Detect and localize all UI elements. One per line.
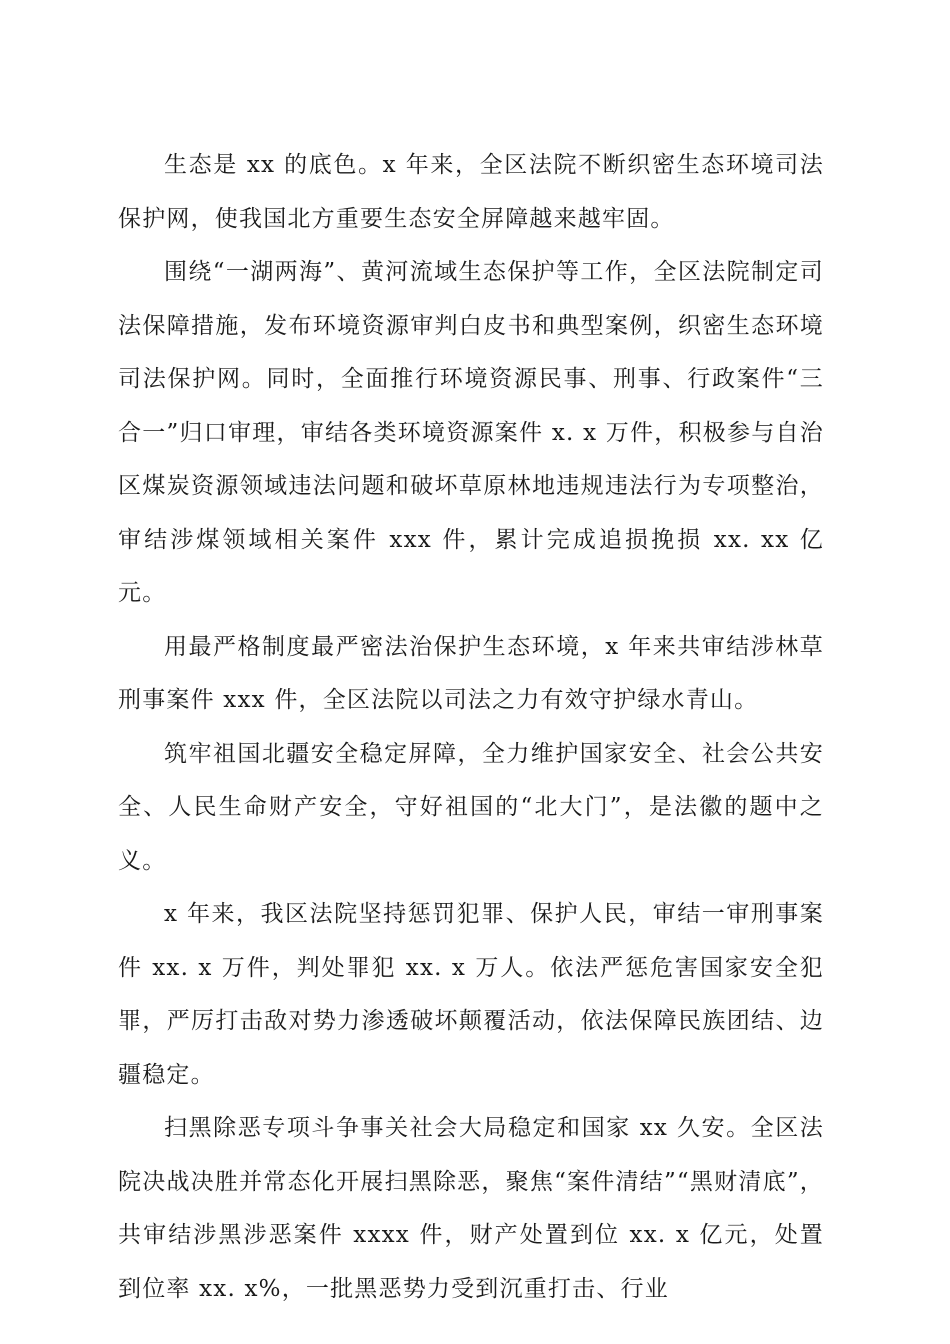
paragraph-ecology-measures: 围绕“一湖两海”、黄河流域生态保护等工作，全区法院制定司法保障措施，发布环境资源审判白皮书和典型案例，织密生态环境司法保护网。同时，全面推行环境资源民事、刑事、行政案件“三合一”归口审理，审结各类环境资源案件 x. x 万件，积极参与自治区煤炭资源领域违法问题和破坏草原林地违规违法行为专项整治，审结涉煤领域相关案件 xxx 件，累计完成追损挽损 xx. xx 亿元。 xyxy=(118,259,824,606)
paragraph-ecology-intro: 生态是 xx 的底色。x 年来，全区法院不断织密生态环境司法保护网，使我国北方重要生态安全屏障越来越牢固。 xyxy=(118,152,824,232)
paragraph-anti-gang: 扫黑除恶专项斗争事关社会大局稳定和国家 xx 久安。全区法院决战决胜并常态化开展扫黑除恶，聚焦“案件清结”“黑财清底”，共审结涉黑涉恶案件 xxxx 件，财产处置到位 xx. x 亿元，处置到位率 xx. x%，一批黑恶势力受到沉重打击、行业 xyxy=(118,1115,824,1302)
paragraph-security-barrier: 筑牢祖国北疆安全稳定屏障，全力维护国家安全、社会公共安全、人民生命财产安全，守好祖国的“北大门”，是法徽的题中之义。 xyxy=(118,740,824,874)
paragraph-criminal-trials: x 年来，我区法院坚持惩罚犯罪、保护人民，审结一审刑事案件 xx. x 万件，判处罪犯 xx. x 万人。依法严惩危害国家安全犯罪，严厉打击敌对势力渗透破坏颠覆活动，依法保障民族团结、边疆稳定。 xyxy=(118,901,824,1088)
document-body xyxy=(118,139,824,1316)
paragraph-ecology-criminal-cases: 用最严格制度最严密法治保护生态环境，x 年来共审结涉林草刑事案件 xxx 件，全区法院以司法之力有效守护绿水青山。 xyxy=(118,633,824,713)
